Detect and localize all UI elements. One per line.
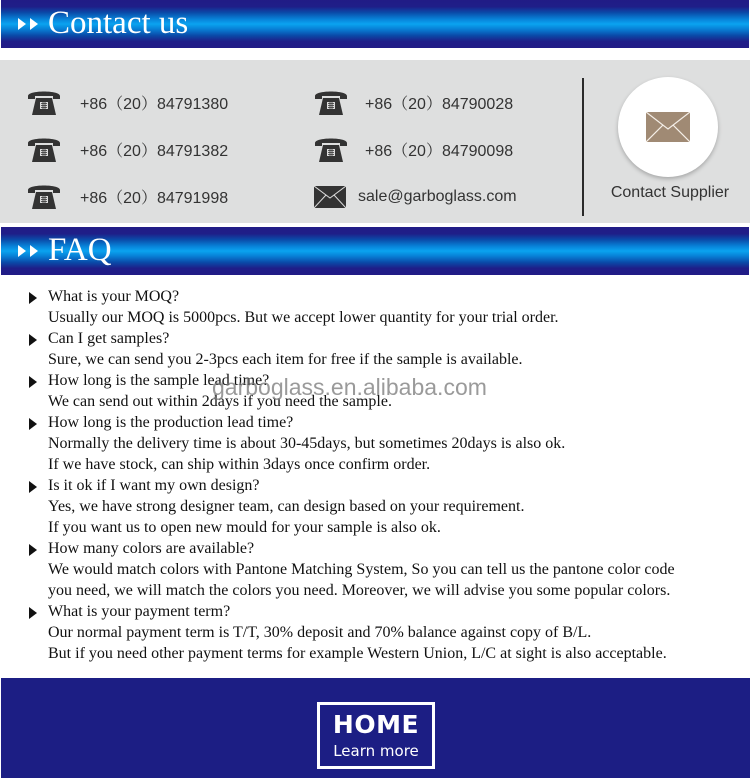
faq-answer: If we have stock, can ship within 3days once confirm order. bbox=[48, 456, 431, 473]
faq-question: What is your MOQ? bbox=[48, 288, 180, 305]
footer bbox=[1, 678, 750, 778]
phone-item[interactable] bbox=[26, 88, 228, 116]
contact-us-title: Contact us bbox=[48, 4, 189, 41]
faq-title: FAQ bbox=[48, 231, 112, 268]
telephone-icon bbox=[313, 88, 349, 116]
triangle-bullet-icon bbox=[29, 292, 37, 304]
triangle-bullet-icon bbox=[29, 607, 37, 619]
telephone-icon bbox=[26, 88, 62, 116]
faq-banner bbox=[1, 227, 749, 275]
email-item[interactable] bbox=[314, 186, 517, 208]
phone-number: +86（20）84791998 bbox=[80, 189, 229, 207]
faq-answer: Sure, we can send you 2-3pcs each item for free if the sample is available. bbox=[48, 351, 523, 368]
double-chevron-right-icon bbox=[18, 245, 38, 257]
envelope-icon bbox=[314, 186, 346, 208]
triangle-bullet-icon bbox=[29, 544, 37, 556]
triangle-bullet-icon bbox=[29, 418, 37, 430]
faq-answer: Yes, we have strong designer team, can design based on your requirement. bbox=[48, 498, 525, 515]
triangle-bullet-icon bbox=[29, 334, 37, 346]
faq-answer: If you want us to open new mould for your sample is also ok. bbox=[48, 519, 441, 536]
faq-question: Is it ok if I want my own design? bbox=[48, 477, 260, 494]
faq-answer: We can send out within 2days if you need the sample. bbox=[48, 393, 392, 410]
faq-answer: Usually our MOQ is 5000pcs. But we accept lower quantity for your trial order. bbox=[48, 309, 559, 326]
telephone-icon bbox=[26, 135, 62, 163]
envelope-icon bbox=[646, 112, 690, 142]
contact-supplier-label[interactable]: Contact Supplier bbox=[610, 184, 730, 201]
double-chevron-right-icon bbox=[18, 18, 38, 30]
faq-answer: We would match colors with Pantone Matching System, So you can tell us the pantone color code bbox=[48, 561, 675, 578]
faq-answer: Our normal payment term is T/T, 30% deposit and 70% balance against copy of B/L. bbox=[48, 624, 592, 641]
phone-item[interactable] bbox=[313, 135, 513, 163]
watermark: garboglass.en.alibaba.com bbox=[212, 374, 487, 400]
email-address: sale@garboglass.com bbox=[358, 188, 517, 205]
phone-number: +86（20）84790028 bbox=[365, 95, 514, 113]
phone-item[interactable] bbox=[26, 182, 228, 210]
vertical-divider bbox=[582, 78, 584, 216]
faq-question: What is your payment term? bbox=[48, 603, 231, 620]
faq-question: How long is the sample lead time? bbox=[48, 372, 270, 389]
faq-question: How many colors are available? bbox=[48, 540, 255, 557]
phone-number: +86（20）84791380 bbox=[80, 95, 229, 113]
phone-item[interactable] bbox=[313, 88, 513, 116]
phone-number: +86（20）84790098 bbox=[365, 142, 514, 160]
triangle-bullet-icon bbox=[29, 481, 37, 493]
faq-answer: But if you need other payment terms for example Western Union, L/C at sight is also acceptable. bbox=[48, 645, 667, 662]
phone-item[interactable] bbox=[26, 135, 228, 163]
faq-question: How long is the production lead time? bbox=[48, 414, 294, 431]
contact-supplier-button[interactable] bbox=[618, 77, 718, 177]
faq-answer: you need, we will match the colors you need. Moreover, we will advise you some popular colors. bbox=[48, 582, 671, 599]
home-label: HOME bbox=[332, 710, 420, 739]
home-learn-more-button[interactable] bbox=[317, 702, 435, 769]
faq-question: Can I get samples? bbox=[48, 330, 170, 347]
telephone-icon bbox=[26, 182, 62, 210]
faq-answer: Normally the delivery time is about 30-45days, but sometimes 20days is also ok. bbox=[48, 435, 566, 452]
learn-more-label: Learn more bbox=[333, 742, 419, 760]
contact-us-banner bbox=[1, 0, 749, 48]
phone-number: +86（20）84791382 bbox=[80, 142, 229, 160]
telephone-icon bbox=[313, 135, 349, 163]
triangle-bullet-icon bbox=[29, 376, 37, 388]
